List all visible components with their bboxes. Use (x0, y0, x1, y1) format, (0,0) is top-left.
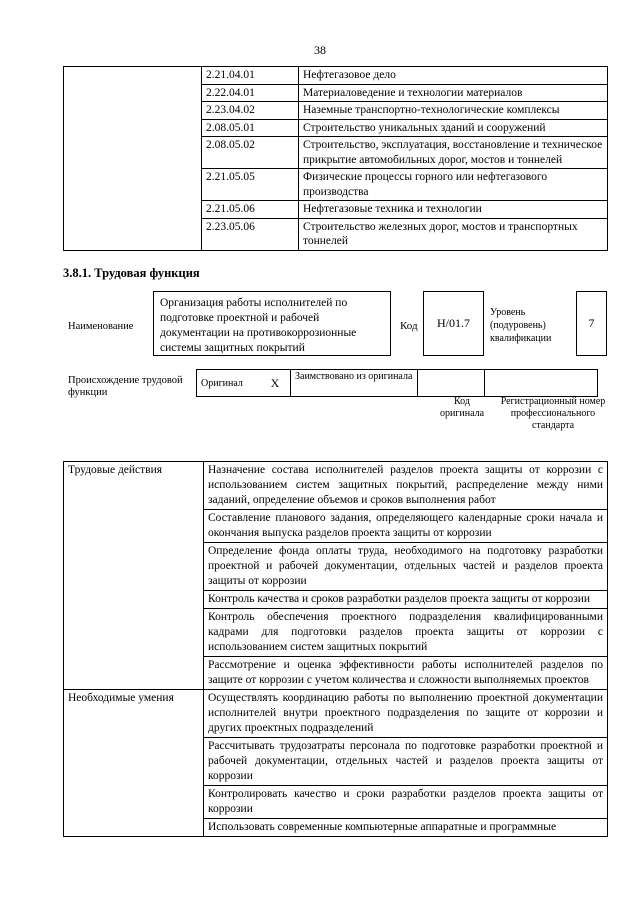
specialty-code: 2.08.05.01 (202, 119, 299, 137)
specialties-table (63, 66, 608, 251)
specialty-code: 2.21.05.06 (202, 201, 299, 219)
specialty-code: 2.23.04.02 (202, 102, 299, 120)
required-skills-item: Рассчитывать трудозатраты персонала по подготовке разработки проектной и рабочей документации, отдельных частей и разделов проекта защиты от коррозии (204, 738, 608, 786)
section-title: 3.8.1. Трудовая функция (63, 266, 200, 280)
labor-actions-item: Контроль качества и сроков разработки разделов проекта защиты от коррозии (204, 591, 608, 609)
function-code: Н/01.7 (437, 316, 470, 330)
labor-actions-item: Контроль обеспечения проектного подразделения квалифицированными кадрами для подготовки разделов проекта защиты от коррозии с использованием систем защитных покрытий (204, 609, 608, 657)
labor-actions-item: Определение фонда оплаты труда, необходимого на подготовку разработки проектной и рабочей документации, отдельных частей и разделов проекта защиты от коррозии (204, 543, 608, 591)
function-details-table (63, 461, 608, 837)
specialty-name: Строительство железных дорог, мостов и транспортных тоннелей (299, 218, 608, 250)
function-name-box (153, 291, 391, 356)
specialty-code: 2.21.04.01 (202, 67, 299, 85)
specialty-name: Нефтегазовые техника и технологии (299, 201, 608, 219)
required-skills-label: Необходимые умения (64, 690, 204, 837)
specialty-code: 2.23.05.06 (202, 218, 299, 250)
specialty-name: Строительство, эксплуатация, восстановление и техническое прикрытие автомобильных дорог, мостов и тоннелей (299, 137, 608, 169)
level-value: 7 (588, 316, 595, 330)
borrowed-label: Заимствовано из оригинала (291, 370, 418, 397)
page-number: 38 (314, 43, 326, 57)
labor-actions-item: Рассмотрение и оценка эффективности работы исполнителей разделов по защите от коррозии с учетом количества и сложности выполняемых проектов (204, 657, 608, 690)
origin-table (196, 369, 598, 397)
labor-actions-item: Назначение состава исполнителей разделов проекта защиты от коррозии с использованием систем защитных покрытий, распределение между ними заданий, определение объемов и сроков выполнения работ (204, 462, 608, 510)
specialty-name: Нефтегазовое дело (299, 67, 608, 85)
specialty-name: Материаловедение и технологии материалов (299, 84, 608, 102)
empty-cell (64, 67, 202, 251)
specialty-code: 2.21.05.05 (202, 169, 299, 201)
level-box (576, 291, 607, 356)
reg-number-cell (485, 370, 598, 397)
function-code-box (423, 291, 484, 356)
required-skills-item: Контролировать качество и сроки разработки разделов проекта защиты от коррозии (204, 786, 608, 819)
required-skills-item: Осуществлять координацию работы по выполнению проектной документации исполнителей внутри проектного подразделения по защите от коррозии и других проектных подразделений (204, 690, 608, 738)
labor-actions-label: Трудовые действия (64, 462, 204, 690)
code-caption: Код оригинала (439, 396, 485, 419)
original-mark: X (260, 370, 291, 397)
level-label: Уровень (подуровень) квалификации (490, 307, 552, 344)
specialty-name: Строительство уникальных зданий и сооружений (299, 119, 608, 137)
code-label: Код (400, 320, 418, 332)
labor-actions-row (64, 462, 608, 510)
original-label: Оригинал (197, 370, 261, 397)
required-skills-row (64, 690, 608, 738)
name-label: Наименование (68, 321, 134, 332)
specialty-name: Наземные транспортно-технологические комплексы (299, 102, 608, 120)
specialty-code: 2.08.05.02 (202, 137, 299, 169)
specialty-row (64, 67, 608, 85)
labor-actions-item: Составление планового задания, определяющего календарные сроки начала и окончания выпуска разделов проекта защиты от коррозии (204, 510, 608, 543)
function-name: Организация работы исполнителей по подготовке проектной и рабочей документации на противокоррозионные системы защитных покрытий (160, 297, 357, 354)
reg-caption: Регистрационный номер профессионального стандарта (500, 396, 606, 431)
specialty-name: Физические процессы горного или нефтегазового производства (299, 169, 608, 201)
required-skills-item: Использовать современные компьютерные аппаратные и программные (204, 819, 608, 837)
origin-code-cell (418, 370, 485, 397)
origin-label: Происхождение трудовой функции (68, 375, 183, 398)
specialty-code: 2.22.04.01 (202, 84, 299, 102)
